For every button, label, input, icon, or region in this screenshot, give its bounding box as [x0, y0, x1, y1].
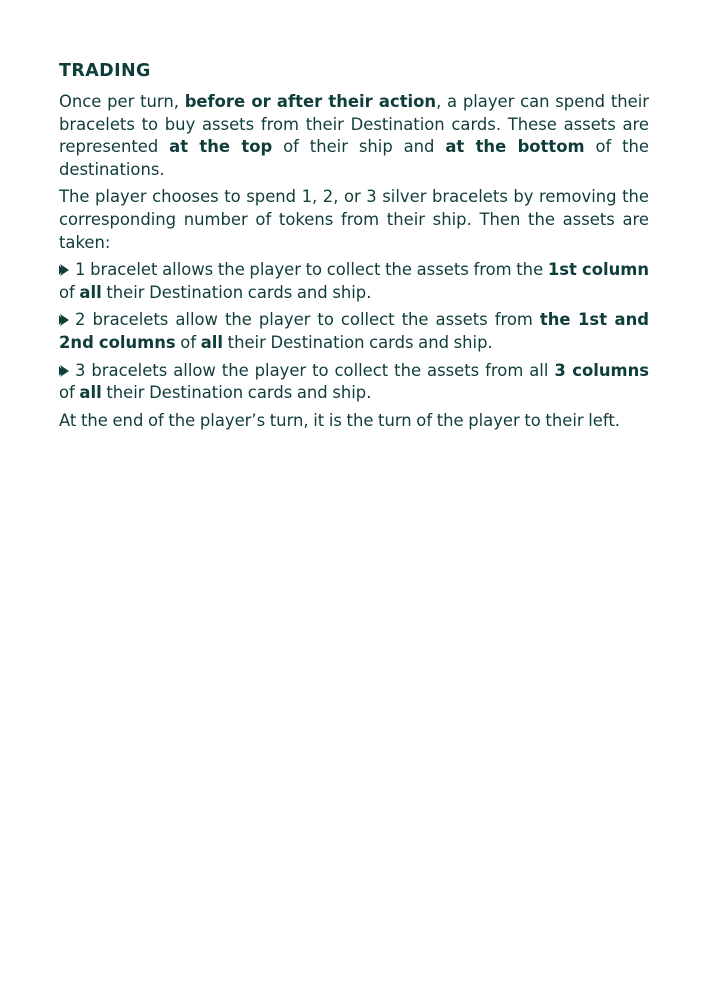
- bullet-1-bold-2: all: [79, 282, 102, 302]
- intro-bold-3: at the bottom: [445, 137, 585, 157]
- section-heading: TRADING: [59, 61, 151, 81]
- bullet-1-text-1: 1 bracelet allows the player to collect the assets from the: [75, 260, 548, 280]
- trading-section: [59, 58, 649, 437]
- spend-paragraph: The player chooses to spend 1, 2, or 3 silver bracelets by removing the corresponding number of tokens from their ship. Then the assets are taken:: [59, 187, 649, 252]
- bullet-1-text-2: of: [59, 282, 80, 302]
- bullet-3-text-2: of: [59, 383, 80, 403]
- intro-bold-2: at the top: [169, 137, 273, 157]
- bullet-2-text-3: their Destination cards and ship.: [223, 332, 493, 352]
- intro-text-1: Once per turn,: [59, 92, 185, 111]
- intro-bold-1: before or after their action: [184, 92, 437, 111]
- bullet-2-text-1: 2 bracelets allow the player to collect the assets from: [75, 310, 540, 330]
- bullet-1-text-3: their Destination cards and ship.: [101, 282, 372, 302]
- chevron-right-icon: [59, 314, 69, 326]
- bullet-3-bold-1: 3 columns: [554, 360, 650, 380]
- bullet-3-bold-2: all: [79, 383, 102, 403]
- bullet-item-1: [59, 259, 649, 304]
- chevron-right-icon: [59, 365, 69, 377]
- chevron-right-icon: [59, 264, 69, 276]
- intro-text-2: , a player can spend their bracelets to buy assets from their Destination cards. These assets are represented: [59, 92, 650, 157]
- bullet-item-2: [59, 309, 649, 354]
- bullet-3-text-3: their Destination cards and ship.: [101, 383, 372, 403]
- bullet-1-bold-1: 1st column: [547, 260, 649, 280]
- bullet-item-3: [59, 360, 649, 405]
- bullet-2-bold-2: all: [200, 332, 224, 352]
- bullet-2-bold-1: the 1st and 2nd columns: [59, 310, 650, 352]
- intro-text-4: of the destinations.: [59, 137, 650, 179]
- bullet-3-text-1: 3 bracelets allow the player to collect the assets from all: [75, 360, 555, 380]
- intro-text-3: of their ship and: [272, 137, 446, 157]
- bullet-2-text-2: of: [175, 332, 201, 352]
- end-of-turn-paragraph: At the end of the player’s turn, it is the turn of the player to their left.: [59, 410, 620, 430]
- intro-paragraph: [59, 91, 649, 181]
